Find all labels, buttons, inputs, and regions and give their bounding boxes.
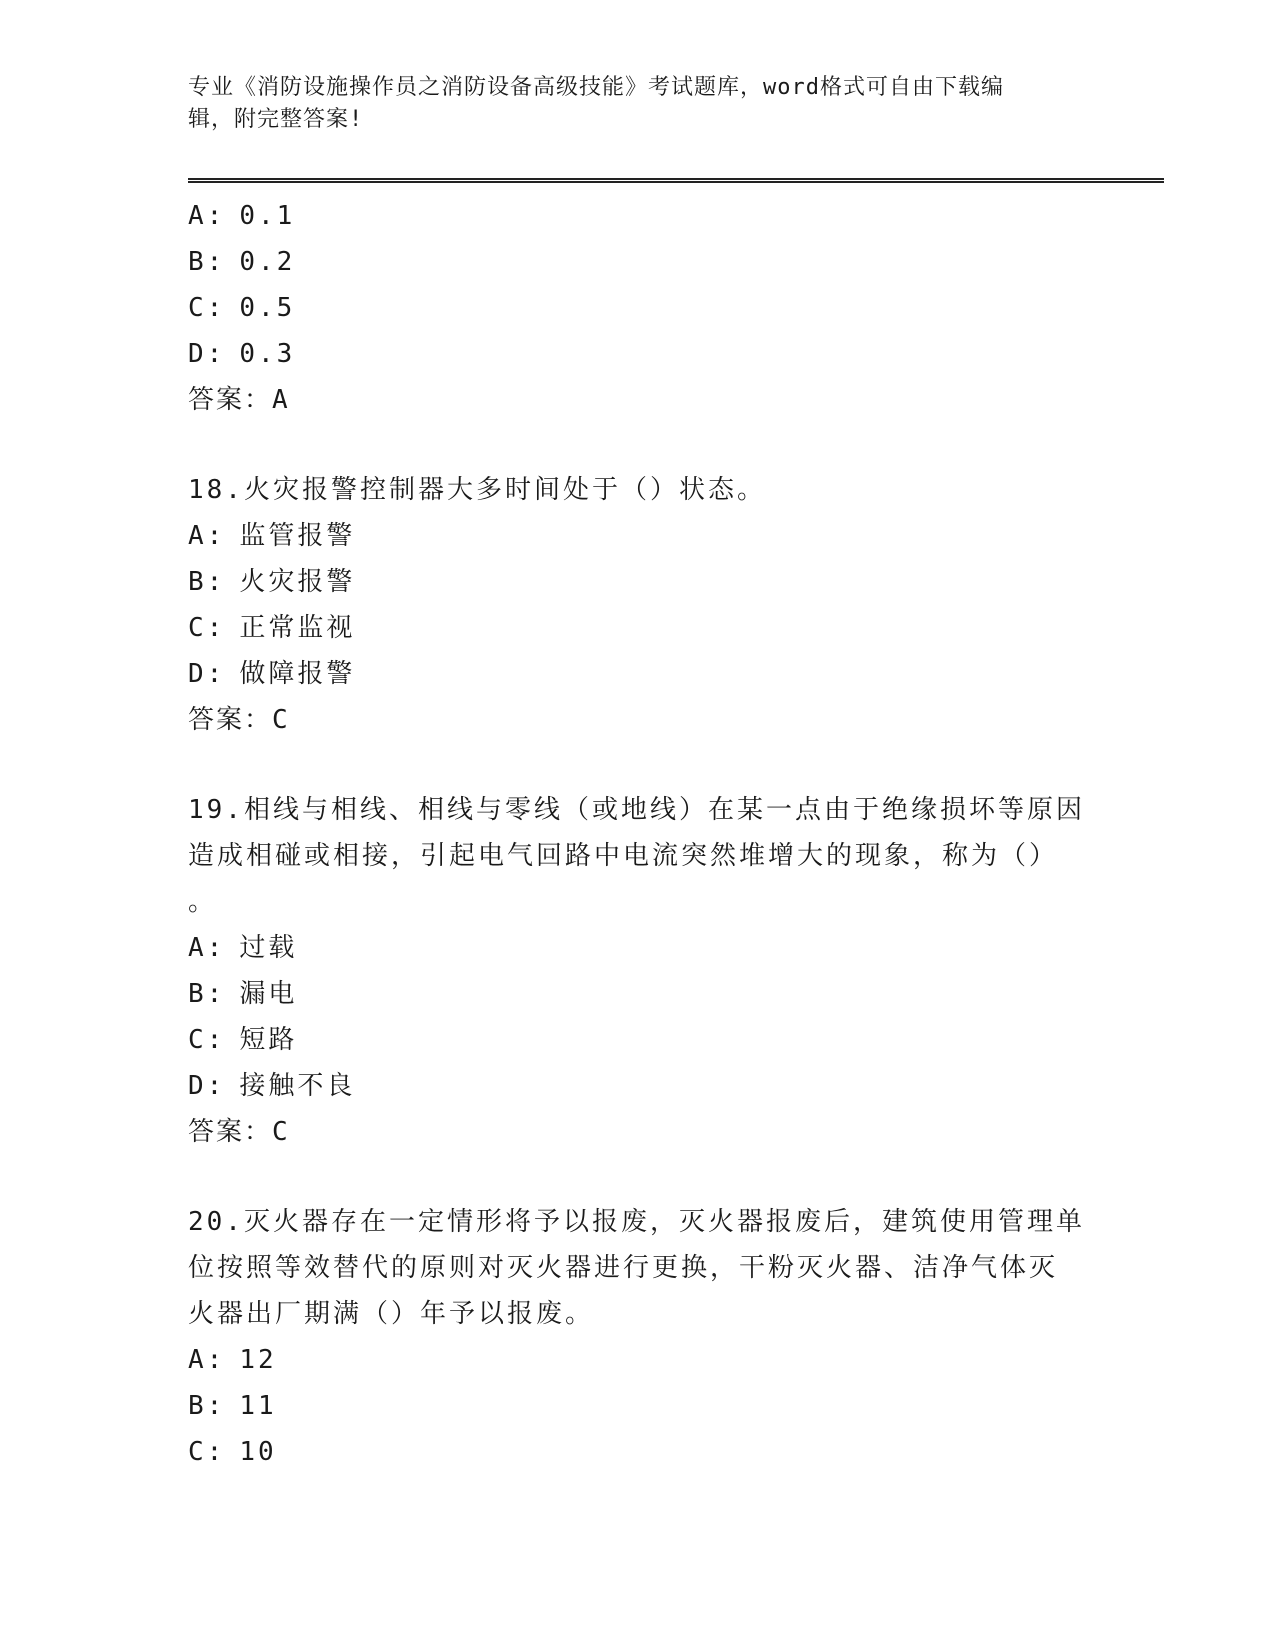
document-header [188, 72, 1088, 136]
option-text: 0.1 [239, 201, 296, 231]
option-d [188, 1063, 1088, 1109]
option-b [188, 559, 1088, 605]
option-a [188, 513, 1088, 559]
question-text-line-2: 造成相碰或相接，引起电气回路中电流突然堆增大的现象，称为（） [188, 841, 1059, 871]
option-letter: B: [188, 247, 226, 277]
option-text: 11 [239, 1391, 277, 1421]
option-letter: D: [188, 339, 226, 369]
option-text: 10 [239, 1437, 277, 1467]
header-line-1: 专业《消防设施操作员之消防设备高级技能》考试题库，word格式可自由下载编 [188, 75, 1004, 100]
option-c [188, 1017, 1088, 1063]
option-text: 做障报警 [239, 659, 356, 689]
option-text: 12 [239, 1345, 277, 1375]
option-c [188, 605, 1088, 651]
option-letter: B: [188, 1391, 226, 1421]
option-a [188, 1337, 1088, 1383]
option-letter: C: [188, 1437, 226, 1467]
option-letter: B: [188, 979, 226, 1009]
question-text-line-1: 19.相线与相线、相线与零线（或地线）在某一点由于绝缘损坏等原因 [188, 795, 1085, 825]
option-b [188, 971, 1088, 1017]
question-text: 18.火灾报警控制器大多时间处于（）状态。 [188, 475, 766, 505]
option-d [188, 331, 1088, 377]
option-text: 正常监视 [239, 613, 356, 643]
option-letter: C: [188, 293, 226, 323]
answer-line: 答案：C [188, 1117, 290, 1147]
question-text-line-3: 。 [188, 887, 218, 917]
option-a [188, 925, 1088, 971]
option-text: 0.3 [239, 339, 296, 369]
question-19 [188, 787, 1088, 1155]
option-text: 监管报警 [239, 521, 356, 551]
option-letter: B: [188, 567, 226, 597]
option-text: 火灾报警 [239, 567, 356, 597]
option-d [188, 651, 1088, 697]
option-b [188, 239, 1088, 285]
option-letter: A: [188, 933, 226, 963]
option-text: 接触不良 [239, 1071, 356, 1101]
question-text-line-2: 位按照等效替代的原则对灭火器进行更换，干粉灭火器、洁净气体灭 [188, 1253, 1059, 1283]
answer-line: 答案：A [188, 385, 290, 415]
header-line-2: 辑，附完整答案! [188, 107, 364, 132]
option-text: 0.5 [239, 293, 296, 323]
option-b [188, 1383, 1088, 1429]
option-letter: A: [188, 1345, 226, 1375]
option-text: 漏电 [239, 979, 298, 1009]
option-c [188, 1429, 1088, 1475]
question-18 [188, 467, 1088, 743]
option-c [188, 285, 1088, 331]
option-a [188, 193, 1088, 239]
option-letter: C: [188, 1025, 226, 1055]
question-20 [188, 1199, 1088, 1475]
option-letter: D: [188, 1071, 226, 1101]
option-text: 0.2 [239, 247, 296, 277]
option-letter: D: [188, 659, 226, 689]
question-17 [188, 193, 1088, 423]
question-list [188, 193, 1088, 1475]
option-text: 过载 [239, 933, 298, 963]
option-text: 短路 [239, 1025, 298, 1055]
question-text-line-1: 20.灭火器存在一定情形将予以报废，灭火器报废后，建筑使用管理单 [188, 1207, 1085, 1237]
option-letter: A: [188, 201, 226, 231]
header-divider [188, 178, 1164, 183]
answer-line: 答案：C [188, 705, 290, 735]
option-letter: C: [188, 613, 226, 643]
question-text-line-3: 火器出厂期满（）年予以报废。 [188, 1299, 595, 1329]
option-letter: A: [188, 521, 226, 551]
